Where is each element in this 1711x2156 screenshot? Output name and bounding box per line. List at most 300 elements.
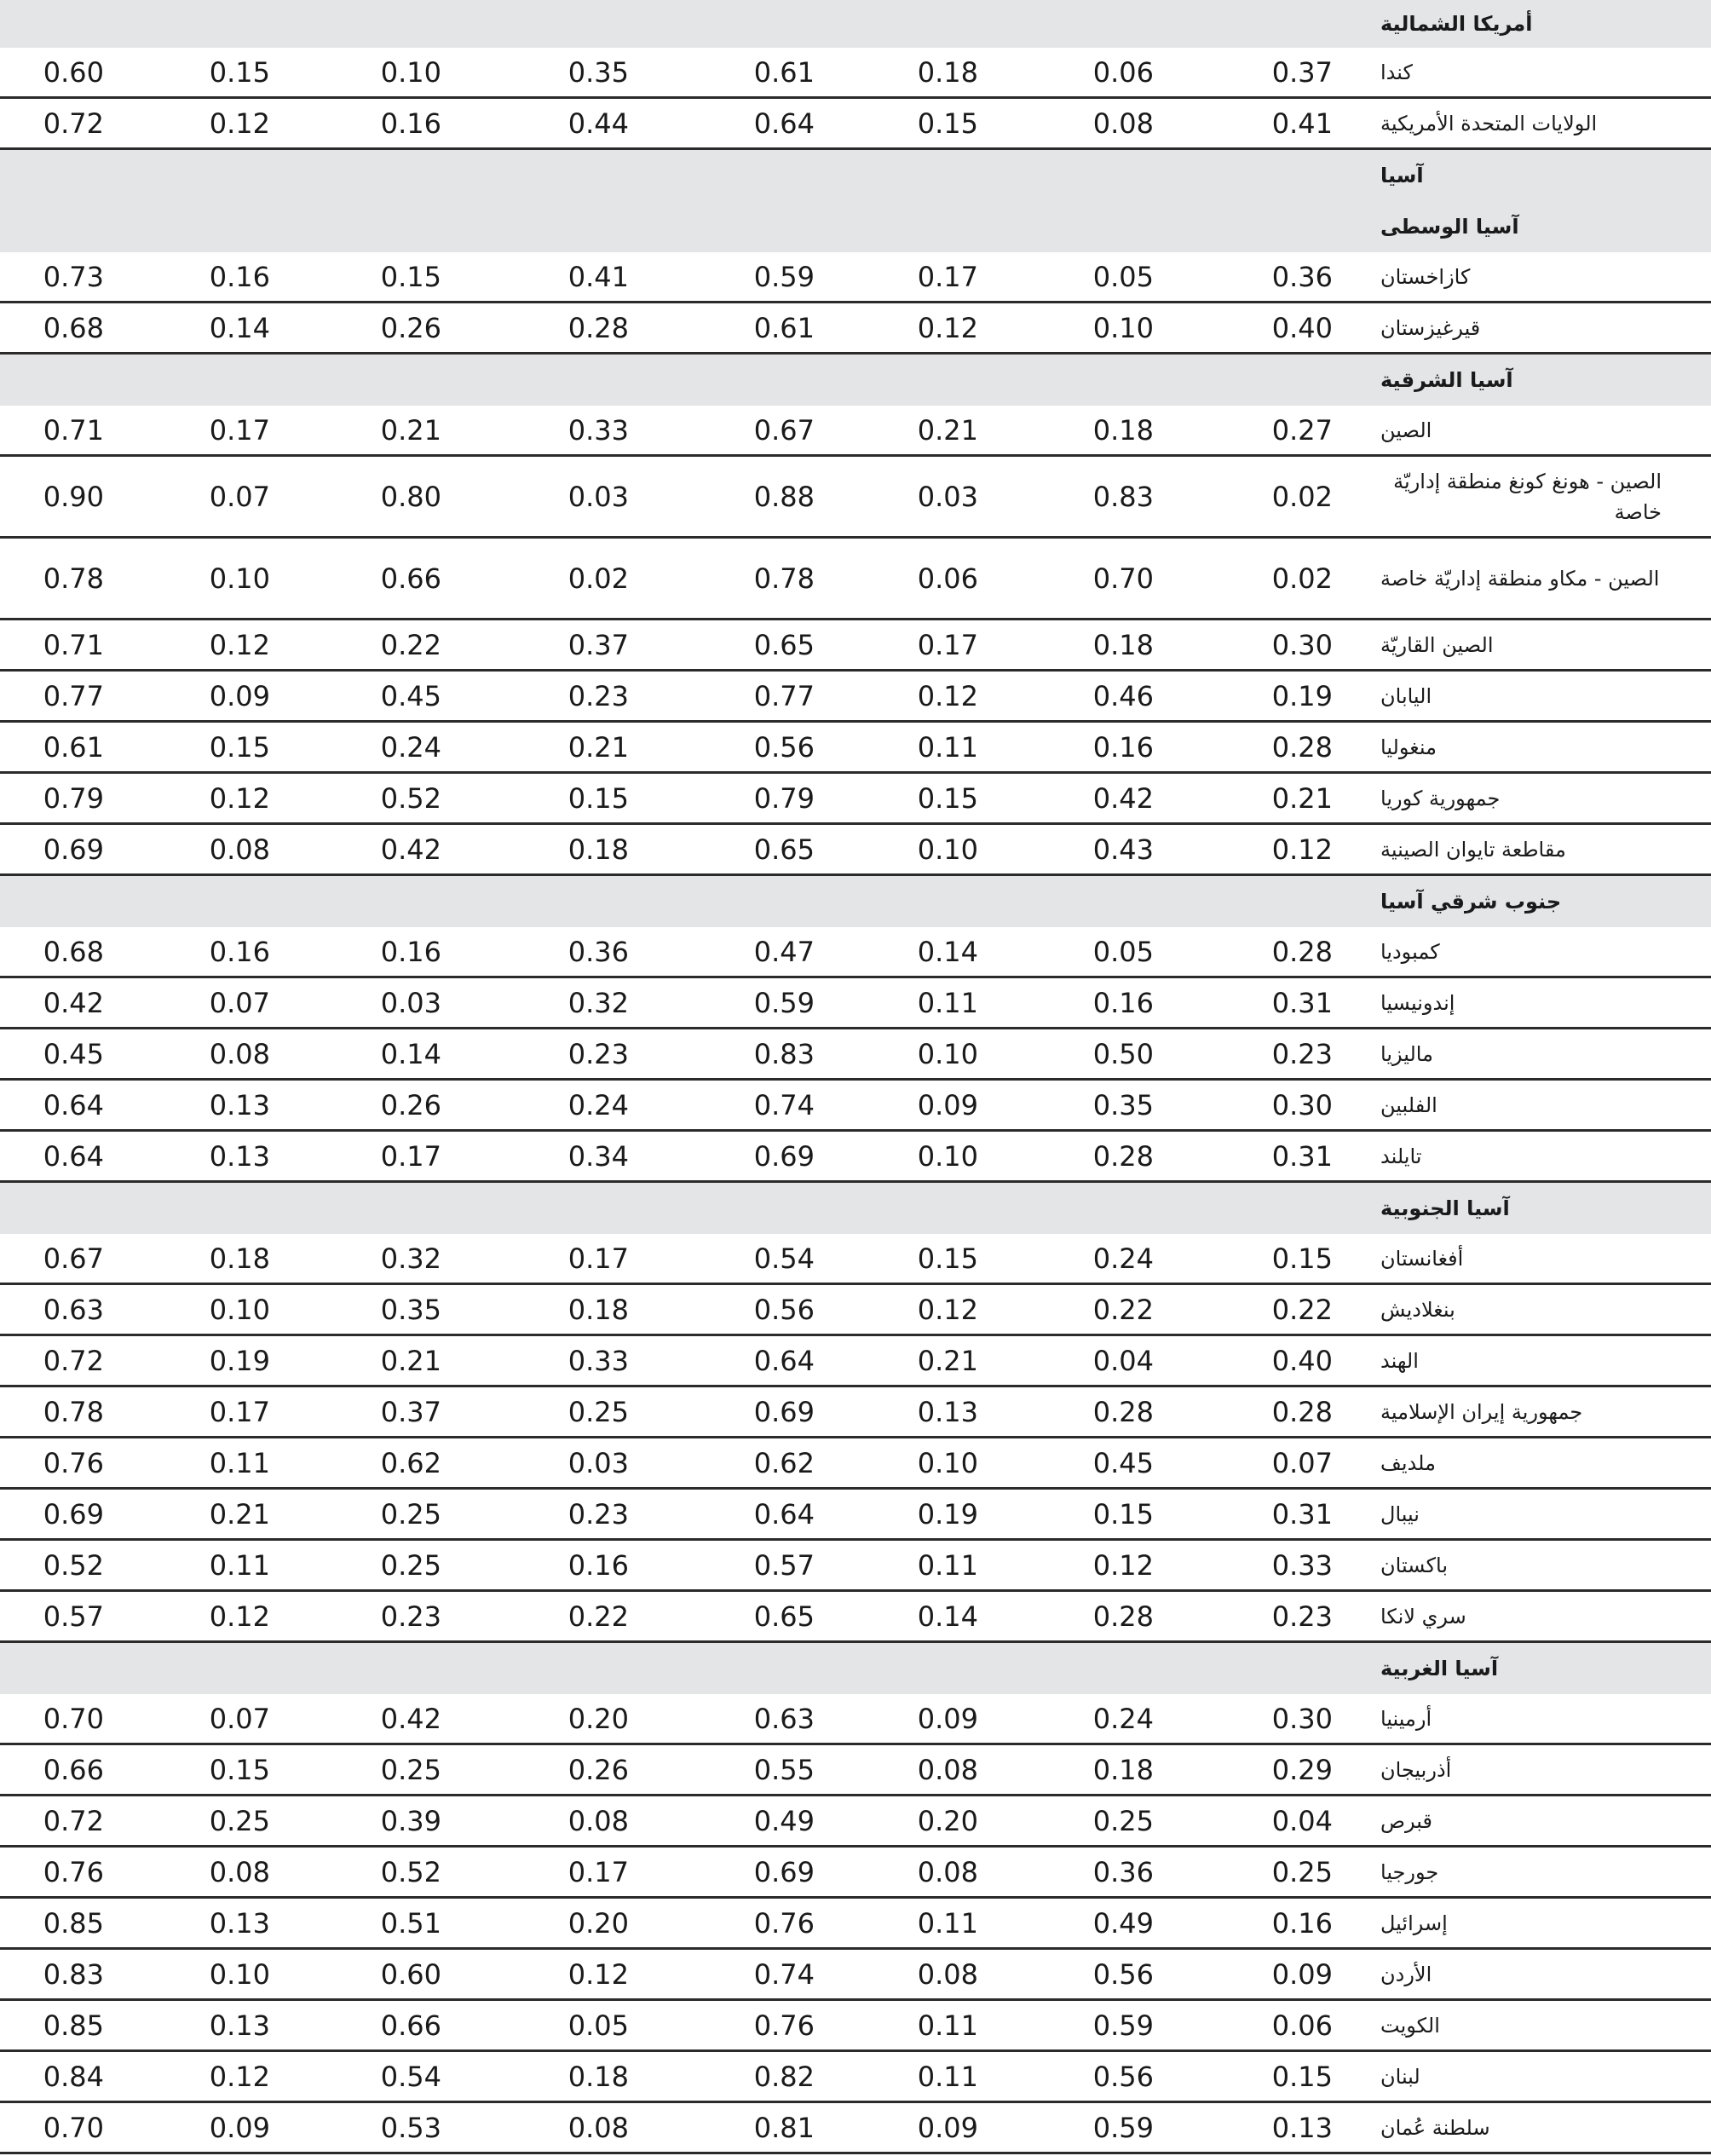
table-cell: 0.45: [380, 679, 441, 712]
table-cell: 0.15: [917, 1242, 978, 1275]
table-cell: 0.69: [753, 1395, 815, 1428]
table-cell: 0.15: [1271, 2060, 1333, 2093]
table-cell: 0.63: [753, 1702, 815, 1735]
row-label: الصين القاريّة: [1380, 632, 1494, 657]
table-cell: 0.65: [753, 1600, 815, 1633]
table-cell: 0.25: [380, 1753, 441, 1786]
table-row: [0, 1694, 1711, 1745]
table-cell: 0.08: [209, 1037, 270, 1070]
table-cell: 0.70: [1092, 562, 1154, 595]
table-cell: 0.14: [209, 311, 270, 344]
section-header-label: آسيا الغربية: [1380, 1657, 1499, 1680]
table-cell: 0.56: [753, 1293, 815, 1326]
table-cell: 0.17: [209, 413, 270, 447]
table-cell: 0.17: [567, 1855, 629, 1888]
table-cell: 0.31: [1271, 986, 1333, 1019]
table-cell: 0.16: [380, 107, 441, 140]
table-row: [0, 978, 1711, 1029]
table-cell: 0.12: [917, 311, 978, 344]
row-label: ماليزيا: [1380, 1041, 1433, 1066]
table-cell: 0.17: [917, 628, 978, 661]
table-cell: 0.64: [753, 107, 815, 140]
table-cell: 0.47: [753, 935, 815, 968]
table-cell: 0.35: [380, 1293, 441, 1326]
table-cell: 0.28: [1092, 1395, 1154, 1428]
table-cell: 0.41: [567, 260, 629, 293]
table-cell: 0.62: [753, 1446, 815, 1479]
table-cell: 0.22: [380, 628, 441, 661]
table-row: [0, 1796, 1711, 1848]
table-cell: 0.30: [1271, 1088, 1333, 1121]
table-cell: 0.17: [380, 1139, 441, 1173]
table-cell: 0.54: [753, 1242, 815, 1275]
row-label: كمبوديا: [1380, 939, 1440, 964]
table-cell: 0.26: [380, 311, 441, 344]
section-header-row: [0, 201, 1711, 252]
table-cell: 0.12: [209, 781, 270, 815]
row-label: سلطنة عُمان: [1380, 2115, 1490, 2140]
table-cell: 0.70: [43, 1702, 104, 1735]
table-cell: 0.19: [1271, 679, 1333, 712]
table-row: [0, 1490, 1711, 1541]
table-row: [0, 825, 1711, 876]
table-cell: 0.15: [380, 260, 441, 293]
table-cell: 0.69: [753, 1855, 815, 1888]
table-cell: 0.34: [567, 1139, 629, 1173]
table-cell: 0.76: [43, 1446, 104, 1479]
table-cell: 0.04: [1092, 1344, 1154, 1377]
table-cell: 0.64: [43, 1139, 104, 1173]
table-cell: 0.71: [43, 628, 104, 661]
table-row: [0, 1336, 1711, 1387]
table-row: [0, 1541, 1711, 1592]
table-cell: 0.68: [43, 935, 104, 968]
table-cell: 0.56: [1092, 1957, 1154, 1991]
table-cell: 0.06: [1271, 2009, 1333, 2042]
section-header-label: آسيا الشرقية: [1380, 368, 1513, 392]
table-cell: 0.07: [209, 986, 270, 1019]
table-cell: 0.18: [1092, 1753, 1154, 1786]
table-cell: 0.10: [209, 562, 270, 595]
row-label: مقاطعة تايوان الصينية: [1380, 837, 1566, 862]
table-cell: 0.18: [567, 2060, 629, 2093]
row-label: جمهورية إيران الإسلامية: [1380, 1399, 1583, 1424]
table-cell: 0.11: [917, 2009, 978, 2042]
table-row: [0, 1029, 1711, 1081]
table-cell: 0.18: [917, 55, 978, 89]
table-row: [0, 406, 1711, 457]
table-cell: 0.03: [567, 1446, 629, 1479]
table-cell: 0.18: [567, 1293, 629, 1326]
table-cell: 0.16: [380, 935, 441, 968]
table-cell: 0.08: [917, 1753, 978, 1786]
table-cell: 0.17: [917, 260, 978, 293]
table-cell: 0.02: [567, 562, 629, 595]
table-cell: 0.14: [917, 1600, 978, 1633]
table-cell: 0.62: [380, 1446, 441, 1479]
section-header-label: آسيا الوسطى: [1380, 215, 1519, 239]
table-cell: 0.08: [209, 1855, 270, 1888]
table-row: [0, 2001, 1711, 2052]
table-cell: 0.79: [753, 781, 815, 815]
table-cell: 0.39: [380, 1804, 441, 1837]
table-cell: 0.21: [917, 1344, 978, 1377]
table-cell: 0.36: [1092, 1855, 1154, 1888]
table-cell: 0.84: [43, 2060, 104, 2093]
table-cell: 0.79: [43, 781, 104, 815]
table-cell: 0.73: [43, 260, 104, 293]
row-label: سري لانكا: [1380, 1604, 1466, 1629]
table-cell: 0.10: [917, 1037, 978, 1070]
table-cell: 0.18: [209, 1242, 270, 1275]
table-cell: 0.78: [753, 562, 815, 595]
table-cell: 0.16: [1092, 986, 1154, 1019]
row-label: إسرائيل: [1380, 1911, 1448, 1935]
row-label: أذربيجان: [1380, 1757, 1452, 1782]
table-cell: 0.83: [43, 1957, 104, 1991]
table-row: [0, 1592, 1711, 1643]
table-cell: 0.61: [753, 311, 815, 344]
table-cell: 0.10: [380, 55, 441, 89]
table-cell: 0.50: [1092, 1037, 1154, 1070]
row-label: لبنان: [1380, 2064, 1420, 2089]
table-cell: 0.61: [43, 730, 104, 764]
table-cell: 0.12: [209, 107, 270, 140]
row-label: الولايات المتحدة الأمريكية: [1380, 111, 1598, 135]
table-cell: 0.10: [1092, 311, 1154, 344]
table-cell: 0.71: [43, 413, 104, 447]
table-cell: 0.21: [209, 1497, 270, 1531]
table-cell: 0.67: [43, 1242, 104, 1275]
table-cell: 0.72: [43, 107, 104, 140]
table-cell: 0.15: [209, 1753, 270, 1786]
table-cell: 0.09: [917, 1702, 978, 1735]
table-cell: 0.09: [917, 2111, 978, 2144]
row-label: أفغانستان: [1380, 1246, 1464, 1271]
table-cell: 0.12: [917, 1293, 978, 1326]
row-label: قبرص: [1380, 1808, 1432, 1833]
table-cell: 0.06: [917, 562, 978, 595]
table-cell: 0.02: [1271, 480, 1333, 513]
table-cell: 0.30: [1271, 628, 1333, 661]
row-label: جورجيا: [1380, 1859, 1439, 1884]
table-cell: 0.90: [43, 480, 104, 513]
section-header-label: أمريكا الشمالية: [1380, 12, 1533, 36]
section-header-label: جنوب شرقي آسيا: [1380, 890, 1562, 914]
table-cell: 0.43: [1092, 833, 1154, 866]
table-cell: 0.18: [1092, 413, 1154, 447]
row-label: ملديف: [1380, 1450, 1436, 1475]
table-cell: 0.77: [43, 679, 104, 712]
row-label: أرمينيا: [1380, 1706, 1432, 1731]
table-cell: 0.28: [1092, 1600, 1154, 1633]
row-label: قيرغيزستان: [1380, 315, 1481, 340]
table-cell: 0.19: [917, 1497, 978, 1531]
table-cell: 0.80: [380, 480, 441, 513]
table-cell: 0.45: [1092, 1446, 1154, 1479]
table-cell: 0.57: [753, 1548, 815, 1582]
table-cell: 0.13: [209, 1906, 270, 1940]
section-header-row: [0, 355, 1711, 406]
table-cell: 0.19: [209, 1344, 270, 1377]
table-cell: 0.66: [43, 1753, 104, 1786]
table-cell: 0.12: [917, 679, 978, 712]
table-cell: 0.10: [209, 1957, 270, 1991]
row-label: الفلبين: [1380, 1092, 1437, 1117]
table-cell: 0.27: [1271, 413, 1333, 447]
table-cell: 0.61: [753, 55, 815, 89]
table-cell: 0.22: [1092, 1293, 1154, 1326]
table-cell: 0.17: [567, 1242, 629, 1275]
table-cell: 0.77: [753, 679, 815, 712]
table-cell: 0.35: [1092, 1088, 1154, 1121]
table-cell: 0.33: [567, 1344, 629, 1377]
table-row: [0, 1745, 1711, 1796]
section-header-label: آسيا الجنوبية: [1380, 1196, 1510, 1220]
table-cell: 0.59: [753, 986, 815, 1019]
table-row: [0, 1234, 1711, 1285]
table-cell: 0.08: [917, 1957, 978, 1991]
table-cell: 0.23: [567, 679, 629, 712]
table-cell: 0.07: [1271, 1446, 1333, 1479]
table-cell: 0.13: [209, 2009, 270, 2042]
table-cell: 0.56: [1092, 2060, 1154, 2093]
section-header-row: [0, 150, 1711, 201]
table-cell: 0.12: [209, 628, 270, 661]
table-cell: 0.85: [43, 1906, 104, 1940]
table-cell: 0.70: [43, 2111, 104, 2144]
table-cell: 0.15: [917, 107, 978, 140]
table-cell: 0.69: [753, 1139, 815, 1173]
row-label: منغوليا: [1380, 735, 1437, 759]
row-label: الأردن: [1380, 1962, 1432, 1986]
row-label: كازاخستان: [1380, 264, 1471, 289]
table-cell: 0.76: [43, 1855, 104, 1888]
table-cell: 0.08: [917, 1855, 978, 1888]
table-cell: 0.20: [917, 1804, 978, 1837]
table-row: [0, 620, 1711, 672]
table-cell: 0.04: [1271, 1804, 1333, 1837]
table-cell: 0.17: [209, 1395, 270, 1428]
table-cell: 0.72: [43, 1344, 104, 1377]
table-cell: 0.08: [1092, 107, 1154, 140]
table-cell: 0.16: [1092, 730, 1154, 764]
table-cell: 0.66: [380, 2009, 441, 2042]
table-cell: 0.36: [1271, 260, 1333, 293]
row-label: إندونيسيا: [1380, 990, 1455, 1015]
table-cell: 0.60: [380, 1957, 441, 1991]
table-cell: 0.64: [753, 1344, 815, 1377]
table-cell: 0.22: [1271, 1293, 1333, 1326]
table-cell: 0.25: [567, 1395, 629, 1428]
table-cell: 0.42: [380, 1702, 441, 1735]
table-cell: 0.25: [380, 1497, 441, 1531]
table-cell: 0.09: [209, 2111, 270, 2144]
table-cell: 0.24: [1092, 1702, 1154, 1735]
table-cell: 0.40: [1271, 1344, 1333, 1377]
table-cell: 0.24: [567, 1088, 629, 1121]
table-cell: 0.35: [567, 55, 629, 89]
row-label: الهند: [1380, 1348, 1419, 1373]
table-cell: 0.68: [43, 311, 104, 344]
table-cell: 0.37: [1271, 55, 1333, 89]
table-cell: 0.28: [1271, 1395, 1333, 1428]
table-cell: 0.10: [917, 833, 978, 866]
table-cell: 0.21: [380, 413, 441, 447]
table-cell: 0.11: [917, 1906, 978, 1940]
table-row: [0, 723, 1711, 774]
table-cell: 0.24: [1092, 1242, 1154, 1275]
table-cell: 0.67: [753, 413, 815, 447]
table-cell: 0.28: [1271, 730, 1333, 764]
table-cell: 0.12: [209, 1600, 270, 1633]
table-row: [0, 1848, 1711, 1899]
table-row: [0, 672, 1711, 723]
table-cell: 0.37: [567, 628, 629, 661]
table-cell: 0.20: [567, 1702, 629, 1735]
table-cell: 0.28: [567, 311, 629, 344]
table-cell: 0.21: [380, 1344, 441, 1377]
table-cell: 0.32: [567, 986, 629, 1019]
table-cell: 0.15: [917, 781, 978, 815]
table-cell: 0.16: [567, 1548, 629, 1582]
table-cell: 0.59: [753, 260, 815, 293]
table-cell: 0.15: [567, 781, 629, 815]
table-row: [0, 99, 1711, 150]
table-cell: 0.85: [43, 2009, 104, 2042]
table-cell: 0.31: [1271, 1497, 1333, 1531]
table-cell: 0.56: [753, 730, 815, 764]
table-cell: 0.74: [753, 1957, 815, 1991]
table-cell: 0.52: [43, 1548, 104, 1582]
section-header-row: [0, 1643, 1711, 1694]
table-cell: 0.41: [1271, 107, 1333, 140]
table-cell: 0.13: [209, 1088, 270, 1121]
table-cell: 0.16: [209, 935, 270, 968]
table-cell: 0.37: [380, 1395, 441, 1428]
table-cell: 0.25: [1092, 1804, 1154, 1837]
table-row: [0, 252, 1711, 303]
table-cell: 0.42: [1092, 781, 1154, 815]
row-label: الكويت: [1380, 2013, 1440, 2038]
table-cell: 0.23: [1271, 1600, 1333, 1633]
table-row: [0, 1285, 1711, 1336]
table-cell: 0.59: [1092, 2009, 1154, 2042]
table-cell: 0.29: [1271, 1753, 1333, 1786]
table-cell: 0.63: [43, 1293, 104, 1326]
table-cell: 0.13: [917, 1395, 978, 1428]
table-cell: 0.69: [43, 833, 104, 866]
table-cell: 0.10: [209, 1293, 270, 1326]
table-cell: 0.82: [753, 2060, 815, 2093]
table-cell: 0.12: [209, 2060, 270, 2093]
table-cell: 0.36: [567, 935, 629, 968]
table-cell: 0.08: [567, 1804, 629, 1837]
table-row: [0, 2052, 1711, 2103]
table-cell: 0.15: [209, 55, 270, 89]
table-cell: 0.32: [380, 1242, 441, 1275]
row-label: باكستان: [1380, 1553, 1449, 1577]
table-cell: 0.76: [753, 1906, 815, 1940]
table-row: [0, 774, 1711, 825]
row-label: تايلند: [1380, 1144, 1422, 1168]
table-row: [0, 2103, 1711, 2154]
table-cell: 0.06: [1092, 55, 1154, 89]
table-cell: 0.45: [43, 1037, 104, 1070]
table-cell: 0.23: [567, 1037, 629, 1070]
row-label: نيبال: [1380, 1502, 1420, 1526]
table-cell: 0.11: [209, 1446, 270, 1479]
table-cell: 0.88: [753, 480, 815, 513]
table-cell: 0.76: [753, 2009, 815, 2042]
table-cell: 0.03: [567, 480, 629, 513]
table-cell: 0.08: [567, 2111, 629, 2144]
table-cell: 0.59: [1092, 2111, 1154, 2144]
table-cell: 0.08: [209, 833, 270, 866]
table-cell: 0.51: [380, 1906, 441, 1940]
table-cell: 0.07: [209, 1702, 270, 1735]
table-cell: 0.18: [1092, 628, 1154, 661]
table-cell: 0.52: [380, 781, 441, 815]
table-cell: 0.66: [380, 562, 441, 595]
table-cell: 0.23: [380, 1600, 441, 1633]
table-cell: 0.31: [1271, 1139, 1333, 1173]
table-cell: 0.15: [209, 730, 270, 764]
table-cell: 0.55: [753, 1753, 815, 1786]
row-label: بنغلاديش: [1380, 1297, 1455, 1322]
section-header-row: [0, 876, 1711, 927]
table-cell: 0.16: [209, 260, 270, 293]
table-cell: 0.13: [209, 1139, 270, 1173]
table-row: [0, 1132, 1711, 1183]
table-cell: 0.64: [43, 1088, 104, 1121]
table-cell: 0.81: [753, 2111, 815, 2144]
table-cell: 0.05: [1092, 260, 1154, 293]
table-cell: 0.14: [917, 935, 978, 968]
row-label: كندا: [1380, 60, 1413, 84]
table-cell: 0.16: [1271, 1906, 1333, 1940]
table-cell: 0.28: [1092, 1139, 1154, 1173]
table-row: [0, 927, 1711, 978]
table-cell: 0.78: [43, 1395, 104, 1428]
row-label: الصين - مكاو منطقة إداريّة خاصة: [1380, 566, 1660, 591]
section-header-label: آسيا: [1380, 164, 1424, 187]
table-row: [0, 1899, 1711, 1950]
row-label: الصين - هونغ كونغ منطقة إداريّة خاصة: [1393, 469, 1662, 524]
table-cell: 0.53: [380, 2111, 441, 2144]
table-cell: 0.11: [209, 1548, 270, 1582]
table-cell: 0.14: [380, 1037, 441, 1070]
table-cell: 0.25: [209, 1804, 270, 1837]
table-cell: 0.21: [567, 730, 629, 764]
table-cell: 0.25: [380, 1548, 441, 1582]
table-cell: 0.40: [1271, 311, 1333, 344]
table-cell: 0.83: [753, 1037, 815, 1070]
table-cell: 0.65: [753, 628, 815, 661]
table-cell: 0.11: [917, 1548, 978, 1582]
row-label: الصين: [1380, 418, 1432, 442]
table-cell: 0.12: [1092, 1548, 1154, 1582]
table-cell: 0.49: [1092, 1906, 1154, 1940]
table-cell: 0.28: [1271, 935, 1333, 968]
table-row: [0, 539, 1711, 620]
table-cell: 0.09: [209, 679, 270, 712]
table-cell: 0.33: [567, 413, 629, 447]
table-cell: 0.78: [43, 562, 104, 595]
table-cell: 0.33: [1271, 1548, 1333, 1582]
table-cell: 0.69: [43, 1497, 104, 1531]
table-cell: 0.03: [917, 480, 978, 513]
